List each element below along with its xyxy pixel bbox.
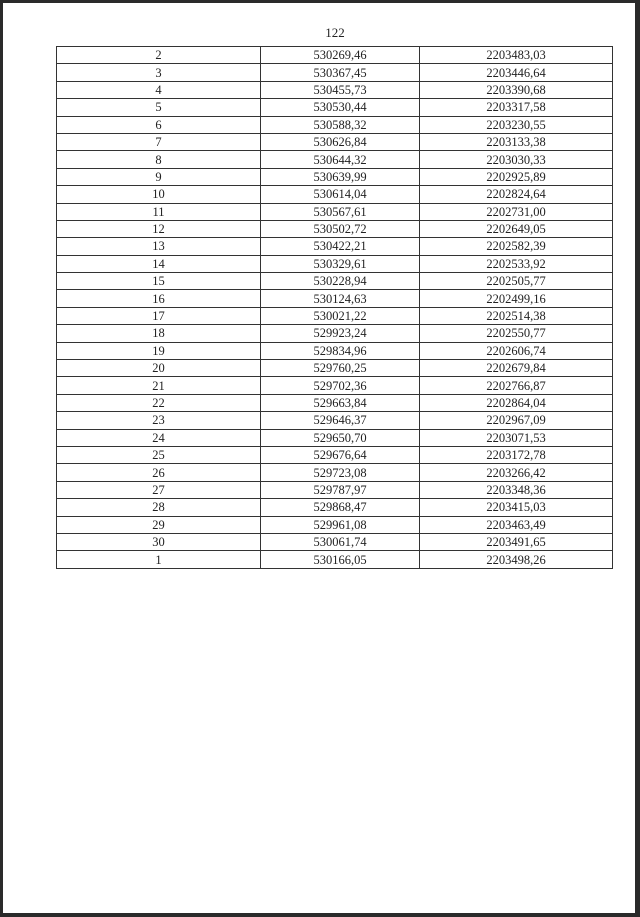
table-row (57, 116, 613, 133)
y-coordinate-cell: 2202582,39 (420, 238, 613, 255)
x-coordinate-cell: 529787,97 (261, 481, 420, 498)
x-coordinate-cell: 529702,36 (261, 377, 420, 394)
y-coordinate-cell: 2203133,38 (420, 133, 613, 150)
y-coordinate-cell: 2202824,64 (420, 186, 613, 203)
y-coordinate-cell: 2203491,65 (420, 533, 613, 550)
y-coordinate-cell: 2202499,16 (420, 290, 613, 307)
point-number-cell: 27 (57, 481, 261, 498)
y-coordinate-cell: 2202967,09 (420, 412, 613, 429)
table-row (57, 255, 613, 272)
x-coordinate-cell: 530639,99 (261, 168, 420, 185)
table-row (57, 325, 613, 342)
y-coordinate-cell: 2203030,33 (420, 151, 613, 168)
table-row (57, 499, 613, 516)
table-row (57, 446, 613, 463)
y-coordinate-cell: 2203348,36 (420, 481, 613, 498)
table-row (57, 429, 613, 446)
coordinates-table-body (57, 47, 613, 569)
x-coordinate-cell: 530228,94 (261, 273, 420, 290)
table-row (57, 533, 613, 550)
x-coordinate-cell: 529834,96 (261, 342, 420, 359)
y-coordinate-cell: 2202864,04 (420, 394, 613, 411)
y-coordinate-cell: 2202514,38 (420, 307, 613, 324)
point-number-cell: 10 (57, 186, 261, 203)
page-number: 122 (325, 25, 345, 40)
point-number-cell: 15 (57, 273, 261, 290)
y-coordinate-cell: 2202731,00 (420, 203, 613, 220)
x-coordinate-cell: 529961,08 (261, 516, 420, 533)
y-coordinate-cell: 2203172,78 (420, 446, 613, 463)
y-coordinate-cell: 2202649,05 (420, 220, 613, 237)
x-coordinate-cell: 529868,47 (261, 499, 420, 516)
y-coordinate-cell: 2202533,92 (420, 255, 613, 272)
x-coordinate-cell: 530269,46 (261, 47, 420, 64)
point-number-cell: 18 (57, 325, 261, 342)
point-number-cell: 4 (57, 81, 261, 98)
table-row (57, 81, 613, 98)
x-coordinate-cell: 530530,44 (261, 99, 420, 116)
point-number-cell: 6 (57, 116, 261, 133)
table-row (57, 360, 613, 377)
table-row (57, 481, 613, 498)
y-coordinate-cell: 2202550,77 (420, 325, 613, 342)
point-number-cell: 12 (57, 220, 261, 237)
x-coordinate-cell: 530422,21 (261, 238, 420, 255)
table-row (57, 377, 613, 394)
table-row (57, 64, 613, 81)
point-number-cell: 13 (57, 238, 261, 255)
point-number-cell: 29 (57, 516, 261, 533)
y-coordinate-cell: 2202925,89 (420, 168, 613, 185)
table-row (57, 273, 613, 290)
point-number-cell: 16 (57, 290, 261, 307)
table-row (57, 99, 613, 116)
x-coordinate-cell: 529723,08 (261, 464, 420, 481)
x-coordinate-cell: 529646,37 (261, 412, 420, 429)
y-coordinate-cell: 2203463,49 (420, 516, 613, 533)
point-number-cell: 9 (57, 168, 261, 185)
table-row (57, 203, 613, 220)
table-row (57, 412, 613, 429)
table-row (57, 168, 613, 185)
point-number-cell: 26 (57, 464, 261, 481)
point-number-cell: 11 (57, 203, 261, 220)
table-row (57, 290, 613, 307)
point-number-cell: 25 (57, 446, 261, 463)
x-coordinate-cell: 529676,64 (261, 446, 420, 463)
table-row (57, 464, 613, 481)
table-row (57, 220, 613, 237)
point-number-cell: 5 (57, 99, 261, 116)
x-coordinate-cell: 530021,22 (261, 307, 420, 324)
point-number-cell: 3 (57, 64, 261, 81)
point-number-cell: 8 (57, 151, 261, 168)
point-number-cell: 24 (57, 429, 261, 446)
x-coordinate-cell: 530455,73 (261, 81, 420, 98)
x-coordinate-cell: 529760,25 (261, 360, 420, 377)
x-coordinate-cell: 529650,70 (261, 429, 420, 446)
y-coordinate-cell: 2203317,58 (420, 99, 613, 116)
x-coordinate-cell: 530124,63 (261, 290, 420, 307)
table-row (57, 516, 613, 533)
x-coordinate-cell: 529663,84 (261, 394, 420, 411)
point-number-cell: 14 (57, 255, 261, 272)
point-number-cell: 30 (57, 533, 261, 550)
x-coordinate-cell: 530567,61 (261, 203, 420, 220)
table-row (57, 133, 613, 150)
x-coordinate-cell: 530644,32 (261, 151, 420, 168)
point-number-cell: 1 (57, 551, 261, 568)
y-coordinate-cell: 2203071,53 (420, 429, 613, 446)
y-coordinate-cell: 2203390,68 (420, 81, 613, 98)
table-row (57, 307, 613, 324)
y-coordinate-cell: 2203446,64 (420, 64, 613, 81)
x-coordinate-cell: 530329,61 (261, 255, 420, 272)
y-coordinate-cell: 2203498,26 (420, 551, 613, 568)
x-coordinate-cell: 530367,45 (261, 64, 420, 81)
point-number-cell: 20 (57, 360, 261, 377)
point-number-cell: 22 (57, 394, 261, 411)
table-row (57, 342, 613, 359)
point-number-cell: 21 (57, 377, 261, 394)
x-coordinate-cell: 530166,05 (261, 551, 420, 568)
y-coordinate-cell: 2203483,03 (420, 47, 613, 64)
y-coordinate-cell: 2203415,03 (420, 499, 613, 516)
table-row (57, 47, 613, 64)
document-page (3, 3, 635, 913)
x-coordinate-cell: 530588,32 (261, 116, 420, 133)
y-coordinate-cell: 2203230,55 (420, 116, 613, 133)
y-coordinate-cell: 2203266,42 (420, 464, 613, 481)
x-coordinate-cell: 530614,04 (261, 186, 420, 203)
y-coordinate-cell: 2202766,87 (420, 377, 613, 394)
y-coordinate-cell: 2202505,77 (420, 273, 613, 290)
table-row (57, 186, 613, 203)
point-number-cell: 7 (57, 133, 261, 150)
point-number-cell: 2 (57, 47, 261, 64)
table-row (57, 151, 613, 168)
y-coordinate-cell: 2202679,84 (420, 360, 613, 377)
x-coordinate-cell: 530061,74 (261, 533, 420, 550)
table-row (57, 238, 613, 255)
x-coordinate-cell: 530502,72 (261, 220, 420, 237)
point-number-cell: 23 (57, 412, 261, 429)
table-row (57, 394, 613, 411)
point-number-cell: 28 (57, 499, 261, 516)
coordinates-table (56, 46, 613, 569)
point-number-cell: 17 (57, 307, 261, 324)
point-number-cell: 19 (57, 342, 261, 359)
table-row (57, 551, 613, 568)
y-coordinate-cell: 2202606,74 (420, 342, 613, 359)
x-coordinate-cell: 530626,84 (261, 133, 420, 150)
x-coordinate-cell: 529923,24 (261, 325, 420, 342)
